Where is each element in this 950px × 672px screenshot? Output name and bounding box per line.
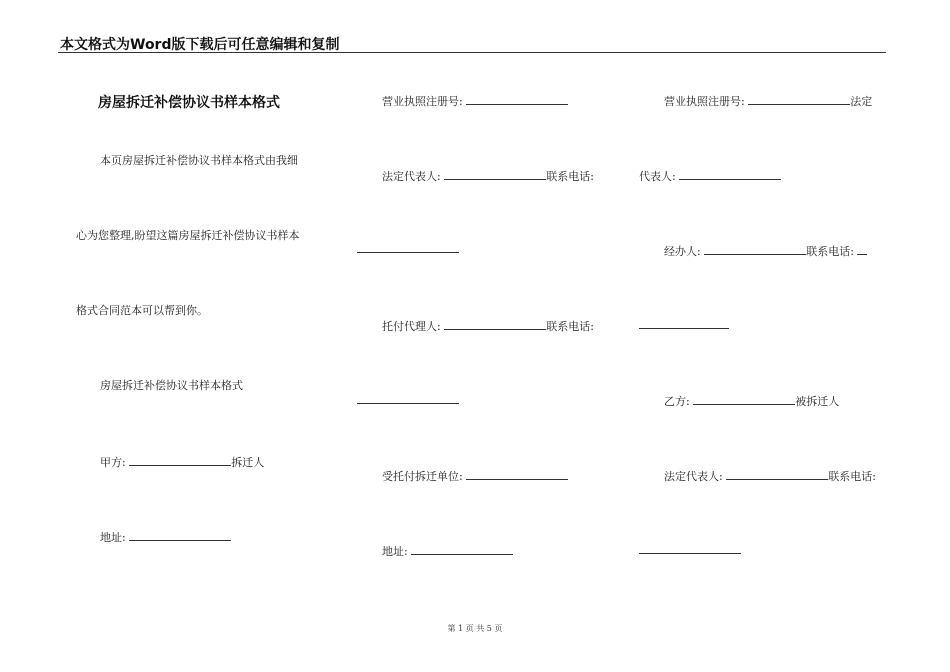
intro-line-2: 心为您整理,盼望这篇房屋拆迁补偿协议书样本 [76,229,300,242]
col2-license-label: 营业执照注册号: [382,95,463,108]
document-header-title: 本文格式为Word版下载后可任意编辑和复制 [60,37,340,53]
col3-party-b-label: 乙方: [664,395,690,408]
col2-license-blank[interactable] [466,93,568,105]
col3-legal-rep-row [664,468,876,484]
col3-legal-phone-label: 联系电话: [828,470,876,483]
col3-license-label: 营业执照注册号: [664,95,745,108]
col2-unit-label: 受托付拆迁单位: [382,470,463,483]
party-a-address-row [100,529,231,545]
address-label: 地址: [100,531,126,544]
col3-license-row [664,93,872,109]
col2-legal-rep-row [382,168,594,184]
subtitle: 房屋拆迁补偿协议书样本格式 [100,379,243,392]
col3-party-b-blank[interactable] [693,393,795,405]
col3-handler-row [664,243,867,259]
document-title: 房屋拆迁补偿协议书样本格式 [98,95,280,111]
col3-license-suffix: 法定 [850,95,873,108]
col2-agent-phone-label: 联系电话: [546,320,594,333]
col3-handler-phone-label: 联系电话: [806,245,854,258]
col2-phone-label: 联系电话: [546,170,594,183]
col3-rep-row [639,168,781,184]
col2-agent-label: 托付代理人: [382,320,441,333]
col3-handler-blank[interactable] [704,243,806,255]
intro-line-3: 格式合同范本可以帮到你。 [76,304,208,317]
party-a-row [100,454,264,470]
party-a-blank[interactable] [129,454,231,466]
party-a-label: 甲方: [100,456,126,469]
col2-unit-row [382,468,568,484]
page-number: 第 1 页 共 5 页 [447,624,503,633]
col2-address-blank[interactable] [411,543,513,555]
col2-legal-rep-label: 法定代表人: [382,170,441,183]
col2-agent-phone-blank[interactable] [357,403,459,404]
col3-legal-phone-blank[interactable] [639,553,741,554]
col3-handler-phone-blank[interactable] [857,243,867,255]
intro-line-1: 本页房屋拆迁补偿协议书样本格式由我细 [100,154,298,167]
col2-unit-blank[interactable] [466,468,568,480]
col3-legal-rep-label: 法定代表人: [664,470,723,483]
col3-license-blank[interactable] [748,93,850,105]
col2-agent-blank[interactable] [444,318,546,330]
party-a-suffix: 拆迁人 [231,456,265,469]
col3-rep-label: 代表人: [639,170,676,183]
col2-legal-rep-blank[interactable] [444,168,546,180]
col2-address-row [382,543,513,559]
address-blank[interactable] [129,529,231,541]
col3-phone-blank[interactable] [639,328,729,329]
col3-rep-blank[interactable] [679,168,781,180]
col3-legal-rep-blank[interactable] [726,468,828,480]
col2-phone-blank[interactable] [357,252,459,253]
col2-license-row [382,93,568,109]
col3-party-b-row [664,393,839,409]
col2-agent-row [382,318,594,334]
col2-address-label: 地址: [382,545,408,558]
col3-handler-label: 经办人: [664,245,701,258]
col3-party-b-suffix: 被拆迁人 [795,395,840,408]
header-divider [58,52,886,53]
